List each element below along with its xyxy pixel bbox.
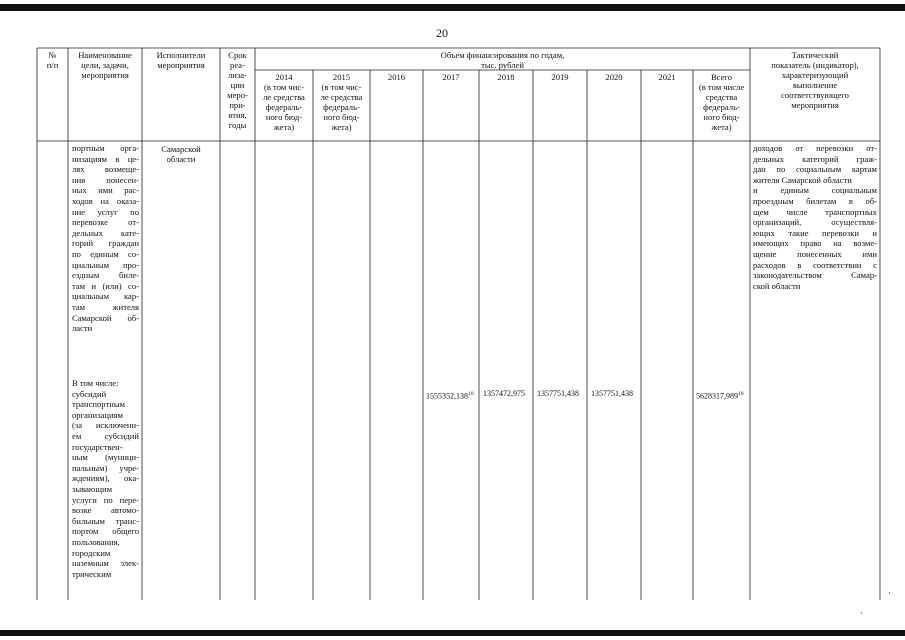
row1-name-line: ездным биле- xyxy=(72,270,139,281)
header-year-2014: 2014 (в том чис- ле средства федераль- ного бюд- жета) xyxy=(263,72,305,132)
row1-name-line: циальным кар- xyxy=(72,291,139,302)
row1-indicator-line: дельных категорий граж- xyxy=(753,153,877,164)
row1-name-line: перевозке от- xyxy=(72,217,139,228)
row1-indicator-line: законодательством Самар- xyxy=(753,270,877,281)
row1-name-line: циальным про- xyxy=(72,259,139,270)
header-year-2015: 2015 (в том чис- ле средства федераль- ного бюд- жета) xyxy=(320,72,363,132)
row2-name-line: государствен- xyxy=(72,441,123,452)
row1-name-line: горий граждан xyxy=(72,238,139,249)
row1-indicator-line: расходов в соответствии с xyxy=(753,259,877,270)
row2-name-line: услуги по пере- xyxy=(72,494,139,505)
row2-name-line: пользования, xyxy=(72,536,120,547)
row2-name-line: ем субсидий xyxy=(72,430,139,441)
header-year-2021: 2021 xyxy=(658,72,676,82)
row2-value-total-footnote: 10 xyxy=(738,391,744,397)
header-number: № п/п xyxy=(46,50,59,70)
row1-name-line: ние услуг по xyxy=(72,206,139,217)
row2-name-line: организациям xyxy=(72,409,123,420)
row2-name-line: трическим xyxy=(72,568,112,579)
row1-indicator-line: ющих такие перевозки и xyxy=(753,227,877,238)
row1-name-line: Самарской об- xyxy=(72,312,139,323)
row1-indicator-line: проездным билетам в об- xyxy=(753,195,877,206)
row2-name-line: (за исключени- xyxy=(72,420,139,431)
row2-name-line: зывающим xyxy=(72,483,113,494)
row2-name-line: субсидий xyxy=(72,388,107,399)
row2-value-total xyxy=(696,389,744,402)
scan-speck: · xyxy=(888,588,891,598)
bottom-border-bar xyxy=(0,630,905,636)
row2-value-2017-number: 1555352,138 xyxy=(426,391,468,401)
row2-value-2020: 1357751,438 xyxy=(591,389,633,398)
row1-indicator-cell xyxy=(753,143,877,291)
row1-indicator-line: имеющих право на возме- xyxy=(753,238,877,249)
row1-indicator-line: щем числе транспортных xyxy=(753,206,877,217)
row2-value-2019: 1357751,438 xyxy=(537,389,579,398)
row1-name-line: ласти xyxy=(72,323,93,334)
row2-name-line: В том числе: xyxy=(72,378,119,388)
row1-executor: Самарской области xyxy=(161,144,201,164)
row2-value-total-number: 5628317,989 xyxy=(696,391,738,401)
scan-speck: · xyxy=(860,608,863,618)
row1-name-line: лях возмеще- xyxy=(72,164,139,175)
row1-indicator-line: доходов от перевозки от- xyxy=(753,143,877,153)
page-number: 20 xyxy=(436,26,448,40)
row1-name-line: ходов на оказа- xyxy=(72,195,139,206)
header-year-2018: 2018 xyxy=(497,72,515,82)
row1-name-line: дельных кате- xyxy=(72,227,139,238)
header-finance: Объем финансирования по годам, тыс. рублей xyxy=(440,50,565,70)
row2-name-line: транспортным xyxy=(72,399,126,410)
header-indicator: Тактический показатель (индикатор), характеризующий выполнение соответствующего мероприятия xyxy=(771,50,859,110)
row2-name-line: портом общего xyxy=(72,526,139,537)
row2-value-2018: 1357472,975 xyxy=(483,389,525,398)
row1-indicator-line: жителя Самарской области xyxy=(753,174,852,185)
header-year-2016: 2016 xyxy=(387,72,406,82)
row2-name-line: бильным транс- xyxy=(72,515,139,526)
row1-indicator-line: организаций, осуществля- xyxy=(753,217,877,228)
row1-name-line: ния понесен- xyxy=(72,174,139,185)
row1-name-line: по единым со- xyxy=(72,248,139,259)
row1-indicator-line: щение понесенных ими xyxy=(753,248,877,259)
header-total: Всего (в том числе средства федераль- ного бюд- жета) xyxy=(698,72,745,132)
row1-name-line: низациям в це- xyxy=(72,153,139,164)
row1-indicator-line: и единым социальным xyxy=(753,185,877,196)
row1-name-line: там и (или) со- xyxy=(72,280,139,291)
header-executor: Исполнители мероприятия xyxy=(156,50,206,70)
row2-name-cell xyxy=(72,378,139,579)
row1-name-line: ных ими рас- xyxy=(72,185,139,196)
row2-name-line: пальным) учре- xyxy=(72,462,139,473)
row1-name-line: там жителя xyxy=(72,301,139,312)
row2-name-line: ждениям), ока- xyxy=(72,473,139,484)
header-year-2020: 2020 xyxy=(605,72,623,82)
row2-value-2017-footnote: 10 xyxy=(468,391,474,397)
header-term: Срок реа- лиза- ции меро- при- ятия, годы xyxy=(227,50,248,130)
row1-name-line: портным орга- xyxy=(72,143,139,153)
row1-name-cell xyxy=(72,143,139,334)
row2-name-line: наземным элек- xyxy=(72,558,139,569)
row1-indicator-line: дан по социальным картам xyxy=(753,164,877,175)
top-border-bar xyxy=(0,4,905,11)
row2-name-line: возке автомо- xyxy=(72,505,139,516)
row2-name-line: ным (муници- xyxy=(72,452,139,463)
header-year-2017: 2017 xyxy=(442,72,460,82)
row2-value-2017 xyxy=(426,389,474,402)
header-year-2019: 2019 xyxy=(551,72,569,82)
row1-indicator-line: ской области xyxy=(753,280,801,291)
header-name: Наименование цели, задачи, мероприятия xyxy=(78,50,132,80)
row2-name-line: городским xyxy=(72,547,111,558)
